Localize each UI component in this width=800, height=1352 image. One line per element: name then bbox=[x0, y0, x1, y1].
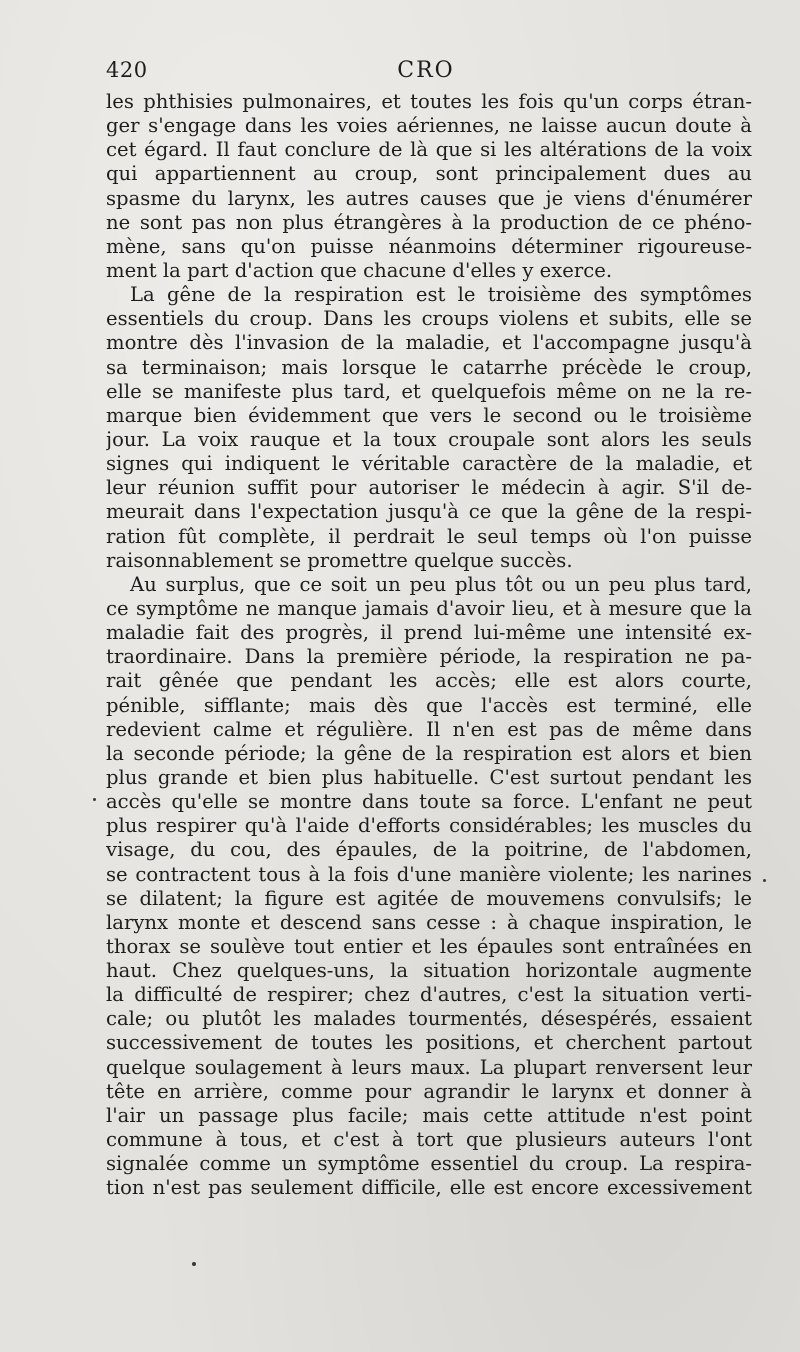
text-line: visage, du cou, des épaules, de la poitrine, de l'abdomen, bbox=[106, 838, 752, 862]
text-line: accès qu'elle se montre dans toute sa force. L'enfant ne peut bbox=[106, 790, 752, 814]
text-line: marque bien évidemment que vers le second ou le troisième bbox=[106, 403, 752, 427]
text-line: thorax se soulève tout entier et les épaules sont entraînées en bbox=[106, 934, 752, 958]
text-line: pénible, sifflante; mais dès que l'accès est terminé, elle bbox=[106, 693, 752, 717]
page-header bbox=[106, 58, 754, 90]
text-line: tête en arrière, comme pour agrandir le larynx et donner à bbox=[106, 1079, 752, 1103]
ink-speck bbox=[93, 798, 96, 801]
text-line: leur réunion suffit pour autoriser le médecin à agir. S'il de- bbox=[106, 476, 752, 500]
ink-speck bbox=[763, 879, 766, 882]
text-line: raisonnablement se promettre quelque succès. bbox=[106, 548, 573, 572]
text-line: meurait dans l'expectation jusqu'à ce que la gêne de la respi- bbox=[106, 500, 752, 524]
text-line: larynx monte et descend sans cesse : à chaque inspiration, le bbox=[106, 910, 752, 934]
text-line: signalée comme un symptôme essentiel du croup. La respira- bbox=[106, 1152, 752, 1176]
text-line: ce symptôme ne manque jamais d'avoir lieu, et à mesure que la bbox=[106, 596, 752, 620]
text-line: montre dès l'invasion de la maladie, et l'accompagne jusqu'à bbox=[106, 331, 752, 355]
text-line: la difficulté de respirer; chez d'autres, c'est la situation verti- bbox=[106, 983, 752, 1007]
text-line: ment la part d'action que chacune d'elles y exerce. bbox=[106, 258, 613, 282]
text-line: tion n'est pas seulement difficile, elle est encore excessivement bbox=[106, 1176, 752, 1200]
text-line: quelque soulagement à leurs maux. La plupart renversent leur bbox=[106, 1055, 752, 1079]
text-line: les phthisies pulmonaires, et toutes les fois qu'un corps étran- bbox=[106, 90, 752, 113]
text-line: redevient calme et régulière. Il n'en est pas de même dans bbox=[106, 717, 752, 741]
text-line: haut. Chez quelques-uns, la situation horizontale augmente bbox=[106, 959, 752, 983]
text-line: rait gênée que pendant les accès; elle est alors courte, bbox=[106, 669, 752, 693]
text-line: essentiels du croup. Dans les croups violens et subits, elle se bbox=[106, 307, 752, 331]
text-line: mène, sans qu'on puisse néanmoins déterminer rigoureuse- bbox=[106, 234, 752, 258]
text-line: ger s'engage dans les voies aériennes, ne laisse aucun doute à bbox=[106, 114, 752, 138]
paragraph bbox=[106, 90, 752, 283]
text-line: traordinaire. Dans la première période, la respiration ne pa- bbox=[106, 645, 752, 669]
text-line: sa terminaison; mais lorsque le catarrhe précède le croup, bbox=[106, 355, 752, 379]
text-line: ration fût complète, il perdrait le seul temps où l'on puisse bbox=[106, 524, 752, 548]
text-line: cale; ou plutôt les malades tourmentés, désespérés, essaient bbox=[106, 1007, 752, 1031]
text-line: maladie fait des progrès, il prend lui-même une intensité ex- bbox=[106, 621, 752, 645]
text-line: jour. La voix rauque et la toux croupale sont alors les seuls bbox=[106, 427, 752, 451]
text-line: qui appartiennent au croup, sont principalement dues au bbox=[106, 162, 752, 186]
text-line: se contractent tous à la fois d'une manière violente; les narines bbox=[106, 862, 752, 886]
text-line: spasme du larynx, les autres causes que je viens d'énumérer bbox=[106, 186, 752, 210]
paragraph bbox=[106, 573, 752, 1201]
page-number: 420 bbox=[106, 58, 148, 82]
text-line: l'air un passage plus facile; mais cette attitude n'est point bbox=[106, 1103, 752, 1127]
body-text bbox=[106, 90, 752, 1200]
running-head: CRO bbox=[397, 58, 455, 83]
text-line: elle se manifeste plus tard, et quelquefois même on ne la re- bbox=[106, 379, 752, 403]
text-line: signes qui indiquent le véritable caractère de la maladie, et bbox=[106, 452, 752, 476]
text-line: ne sont pas non plus étrangères à la production de ce phéno- bbox=[106, 210, 752, 234]
text-line: Au surplus, que ce soit un peu plus tôt ou un peu plus tard, bbox=[130, 572, 752, 596]
ink-speck bbox=[192, 1262, 196, 1266]
paragraph bbox=[106, 283, 752, 573]
text-line: cet égard. Il faut conclure de là que si les altérations de la voix bbox=[106, 138, 752, 162]
text-line: commune à tous, et c'est à tort que plusieurs auteurs l'ont bbox=[106, 1128, 752, 1152]
text-line: se dilatent; la figure est agitée de mouvemens convulsifs; le bbox=[106, 886, 752, 910]
text-line: la seconde période; la gêne de la respiration est alors et bien bbox=[106, 741, 752, 765]
text-line: plus respirer qu'à l'aide d'efforts considérables; les muscles du bbox=[106, 814, 752, 838]
text-line: La gêne de la respiration est le troisième des symptômes bbox=[130, 283, 752, 307]
text-line: successivement de toutes les positions, et cherchent partout bbox=[106, 1031, 752, 1055]
text-line: plus grande et bien plus habituelle. C'est surtout pendant les bbox=[106, 765, 752, 789]
